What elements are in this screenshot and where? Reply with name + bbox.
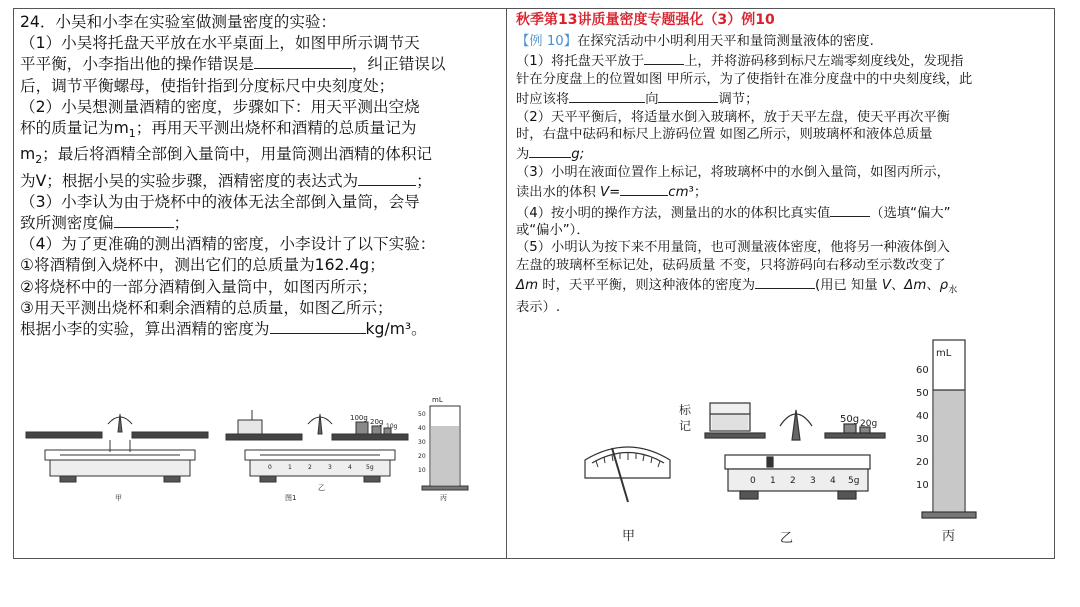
cylinder-unit: mL bbox=[936, 348, 952, 359]
svg-text:1: 1 bbox=[770, 476, 776, 486]
svg-text:0: 0 bbox=[750, 476, 756, 486]
question-line: 后，调节平衡螺母，使指针指到分度标尺中央刻度处； bbox=[20, 76, 395, 95]
svg-text:50: 50 bbox=[916, 388, 929, 399]
svg-text:0: 0 bbox=[268, 464, 272, 471]
question-line: 杯的质量记为$m_1$；再用天平测出烧杯和酒精的总质量记为 bbox=[20, 119, 417, 141]
left-question-panel bbox=[20, 12, 498, 340]
cylinder-unit: mL bbox=[432, 396, 443, 404]
question-line: $m_2$；最后将酒精全部倒入量筒中，用量筒测出酒精的体积记 bbox=[20, 145, 433, 167]
graduated-cylinder-right bbox=[922, 340, 976, 518]
question-line: 根据小李的实验，算出酒精的密度为 kg/m³。 bbox=[20, 320, 427, 339]
question-line: 时，右盘中砝码和标尺上游码位置 如图乙所示，则玻璃杯和液体总质量 bbox=[516, 127, 933, 143]
svg-text:5g: 5g bbox=[366, 464, 374, 471]
mark-label: 标 bbox=[679, 403, 692, 417]
svg-text:2: 2 bbox=[308, 464, 312, 471]
question-line: 为V；根据小吴的实验步骤，酒精密度的表达式为 ； bbox=[20, 171, 432, 190]
svg-text:1: 1 bbox=[288, 464, 292, 471]
weight-label: 20g bbox=[370, 418, 384, 426]
svg-text:30: 30 bbox=[418, 439, 426, 446]
weight-label: 20g bbox=[860, 419, 878, 429]
caption-yi: 乙 bbox=[318, 484, 325, 492]
question-line: 时应该将 向 调节； bbox=[516, 88, 1048, 108]
svg-text:10: 10 bbox=[916, 480, 929, 491]
svg-text:40: 40 bbox=[916, 411, 929, 422]
caption-bing: 丙 bbox=[440, 494, 447, 502]
column-divider bbox=[506, 8, 507, 559]
question-line: （3）小李认为由于烧杯中的液体无法全部倒入量筒，会导 bbox=[20, 192, 420, 211]
answer-blank[interactable] bbox=[114, 213, 174, 228]
svg-text:4: 4 bbox=[830, 476, 836, 486]
answer-blank[interactable] bbox=[755, 274, 815, 289]
example-label: 【例 10】 bbox=[516, 34, 578, 49]
answer-blank[interactable] bbox=[830, 202, 870, 217]
question-line: （5）小明认为按下来不用量筒，也可测量液体密度，他将另一种液体倒入 bbox=[516, 240, 950, 256]
svg-text:60: 60 bbox=[916, 365, 929, 376]
caption-jia: 甲 bbox=[115, 494, 122, 502]
answer-blank[interactable] bbox=[270, 319, 366, 334]
question-line: 左盘的玻璃杯至标记处，砝码质量 不变，只将游码向右移动至示数改变了 bbox=[516, 257, 946, 273]
svg-text:4: 4 bbox=[348, 464, 352, 471]
svg-text:40: 40 bbox=[418, 425, 426, 432]
left-figure bbox=[20, 392, 480, 507]
right-question-panel bbox=[516, 10, 1048, 317]
caption-jia: 甲 bbox=[622, 529, 636, 544]
balance-jia-diagram bbox=[26, 414, 208, 482]
question-line: 表示）. bbox=[516, 300, 561, 316]
question-line: 平平衡，小李指出他的操作错误是 ，纠正错误以 bbox=[20, 55, 446, 74]
svg-text:3: 3 bbox=[328, 464, 332, 471]
question-line: 为 g; bbox=[516, 143, 1048, 163]
question-line: 或“偏小”）． bbox=[516, 223, 590, 239]
svg-text:3: 3 bbox=[810, 476, 816, 486]
question-line: （2）天平平衡后，将适量水倒入玻璃杯，放于天平左盘，使天平再次平衡 bbox=[516, 109, 950, 125]
svg-text:2: 2 bbox=[790, 476, 796, 486]
svg-text:10: 10 bbox=[418, 467, 426, 474]
question-line: 致所测密度偏 ； bbox=[20, 214, 190, 233]
question-line: ②将烧杯中的一部分酒精倒入量筒中，如图丙所示； bbox=[20, 277, 378, 296]
answer-blank[interactable] bbox=[569, 88, 645, 103]
mark-label: 记 bbox=[679, 419, 692, 433]
question-line: 针在分度盘上的位置如图 甲所示，为了使指针在准分度盘中的中央刻度线，此 bbox=[516, 71, 973, 87]
question-line: ①将酒精倒入烧杯中，测出它们的总质量为162.4g； bbox=[20, 256, 385, 275]
question-line: ③用天平测出烧杯和剩余酒精的总质量，如图乙所示； bbox=[20, 298, 393, 317]
question-line: （1）小吴将托盘天平放在水平桌面上，如图甲所示调节天 bbox=[20, 34, 420, 53]
question-line: 读出水的体积 V= cm³； bbox=[516, 181, 1048, 201]
cylinder-ticks bbox=[418, 411, 426, 474]
weight-label: 100g bbox=[350, 414, 368, 422]
answer-blank[interactable] bbox=[529, 143, 571, 158]
svg-text:5g: 5g bbox=[848, 476, 860, 486]
question-line: （1）将托盘天平放于 上，并将游码移到标尺左端零刻度线处，发现指 bbox=[516, 50, 1048, 70]
answer-blank[interactable] bbox=[644, 50, 684, 65]
question-line: （4）为了更准确的测出酒精的密度，小李设计了以下实验： bbox=[20, 235, 436, 254]
graduated-cylinder-left bbox=[422, 406, 468, 490]
svg-text:50: 50 bbox=[418, 411, 426, 418]
question-line: （4）按小明的操作方法，测量出的水的体积比真实值 （选填“偏大” bbox=[516, 202, 1048, 222]
answer-blank[interactable] bbox=[358, 171, 416, 186]
svg-text:30: 30 bbox=[916, 434, 929, 445]
lesson-title: 秋季第13讲质量密度专题强化（3）例10 bbox=[516, 12, 775, 28]
question-title: 24．小吴和小李在实验室做测量密度的实验： bbox=[20, 13, 337, 31]
cylinder-ticks bbox=[916, 365, 929, 491]
answer-blank[interactable] bbox=[658, 88, 718, 103]
caption-tu1: 图1 bbox=[285, 494, 297, 502]
division-dial-diagram bbox=[585, 447, 670, 502]
question-line: Δm 时，天平平衡，则这种液体的密度为 (用已 知量 V、Δm、$\rho_水$ bbox=[516, 274, 1048, 299]
weight-label: 10g bbox=[386, 423, 398, 430]
svg-text:20: 20 bbox=[418, 453, 426, 460]
question-line: （3）小明在液面位置作上标记，将玻璃杯中的水倒入量筒，如图丙所示， bbox=[516, 164, 950, 180]
svg-text:20: 20 bbox=[916, 457, 929, 468]
weight-label: 50g bbox=[840, 414, 860, 425]
question-line: 【例 10】在探究活动中小明利用天平和量筒测量液体的密度. bbox=[516, 34, 874, 49]
answer-blank[interactable] bbox=[254, 54, 352, 69]
right-figure bbox=[570, 330, 990, 555]
caption-yi: 乙 bbox=[780, 531, 794, 546]
question-line: （2）小吴想测量酒精的密度，步骤如下：用天平测出空烧 bbox=[20, 97, 420, 116]
caption-bing: 丙 bbox=[942, 529, 956, 544]
answer-blank[interactable] bbox=[620, 181, 668, 196]
